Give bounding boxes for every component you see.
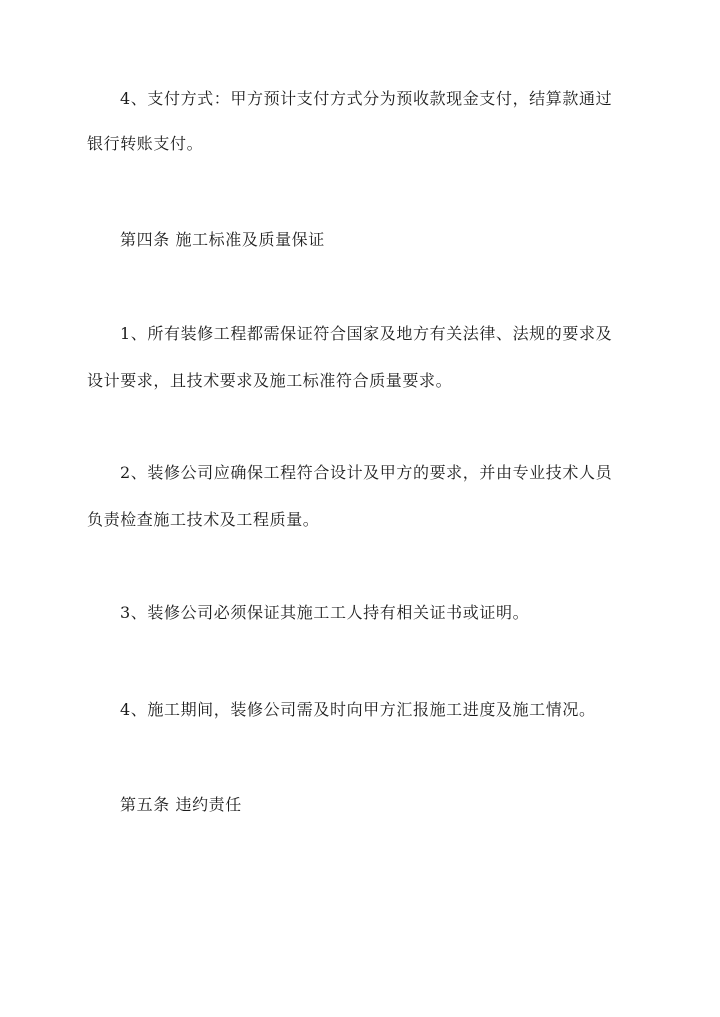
clause-1-line-1: 1、所有装修工程都需保证符合国家及地方有关法律、法规的要求及: [120, 324, 613, 343]
article-5-heading: 第五条 违约责任: [120, 795, 242, 814]
clause-3-line-1: 3、装修公司必须保证其施工工人持有相关证书或证明。: [120, 603, 530, 622]
clause-2-line-2: 负责检查施工技术及工程质量。: [87, 510, 320, 529]
clause-1-line-2: 设计要求，且技术要求及施工标准符合质量要求。: [87, 371, 453, 390]
payment-method-line-2: 银行转账支付。: [87, 134, 204, 153]
clause-4-line-1: 4、施工期间，装修公司需及时向甲方汇报施工进度及施工情况。: [120, 700, 596, 719]
clause-2-line-1: 2、装修公司应确保工程符合设计及甲方的要求，并由专业技术人员: [120, 463, 613, 482]
article-4-heading: 第四条 施工标准及质量保证: [120, 230, 325, 249]
payment-method-line-1: 4、支付方式：甲方预计支付方式分为预收款现金支付，结算款通过: [120, 89, 613, 108]
